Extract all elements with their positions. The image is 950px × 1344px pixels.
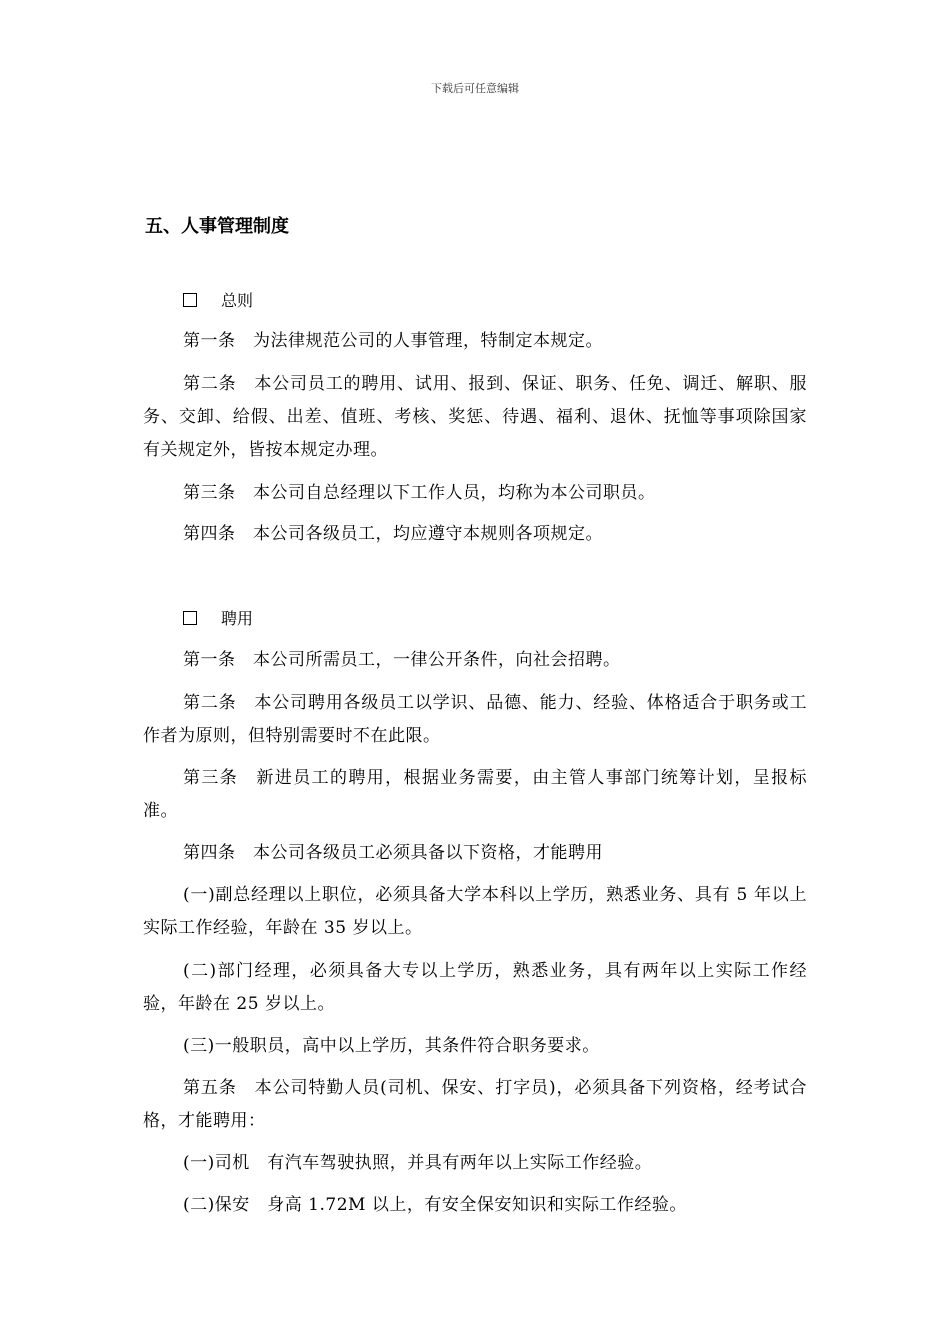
article-paragraph: 第四条 本公司各级员工必须具备以下资格，才能聘用 — [183, 843, 603, 863]
article-paragraph: 第五条 本公司特勤人员(司机、保安、打字员)，必须具备下列资格，经考试合格，才能聘用： — [143, 1078, 807, 1131]
page-header-note: 下载后可任意编辑 — [431, 82, 519, 95]
checkbox-square-icon — [183, 611, 197, 625]
article-paragraph: (一)司机 有汽车驾驶执照，并具有两年以上实际工作经验。 — [183, 1153, 653, 1173]
article-paragraph: (二)保安 身高 1.72M 以上，有安全保安知识和实际工作经验。 — [183, 1195, 687, 1215]
checkbox-square-icon — [183, 293, 197, 307]
article-paragraph: (二)部门经理，必须具备大专以上学历，熟悉业务，具有两年以上实际工作经验，年龄在 25 岁以上。 — [143, 961, 807, 1014]
article-paragraph: (一)副总经理以上职位，必须具备大学本科以上学历，熟悉业务、具有 5 年以上实际工作经验，年龄在 35 岁以上。 — [143, 885, 807, 938]
section-heading-hiring — [183, 606, 253, 629]
document-title: 五、人事管理制度 — [145, 216, 289, 237]
article-paragraph: 第二条 本公司聘用各级员工以学识、品德、能力、经验、体格适合于职务或工作者为原则，但特别需要时不在此限。 — [143, 693, 807, 746]
article-paragraph: (三)一般职员，高中以上学历，其条件符合职务要求。 — [183, 1036, 600, 1056]
article-paragraph: 第三条 本公司自总经理以下工作人员，均称为本公司职员。 — [183, 483, 656, 503]
section-heading-general — [183, 288, 253, 311]
section-heading-label: 总则 — [221, 291, 254, 310]
article-paragraph: 第四条 本公司各级员工，均应遵守本规则各项规定。 — [183, 524, 603, 544]
article-paragraph: 第一条 为法律规范公司的人事管理，特制定本规定。 — [183, 331, 603, 351]
article-paragraph: 第三条 新进员工的聘用，根据业务需要，由主管人事部门统筹计划，呈报标准。 — [143, 768, 807, 821]
section-heading-label: 聘用 — [221, 609, 254, 628]
article-paragraph: 第一条 本公司所需员工，一律公开条件，向社会招聘。 — [183, 650, 621, 670]
article-paragraph: 第二条 本公司员工的聘用、试用、报到、保证、职务、任免、调迁、解职、服务、交卸、给假、出差、值班、考核、奖惩、待遇、福利、退休、抚恤等事项除国家有关规定外，皆按本规定办理。 — [143, 374, 807, 460]
